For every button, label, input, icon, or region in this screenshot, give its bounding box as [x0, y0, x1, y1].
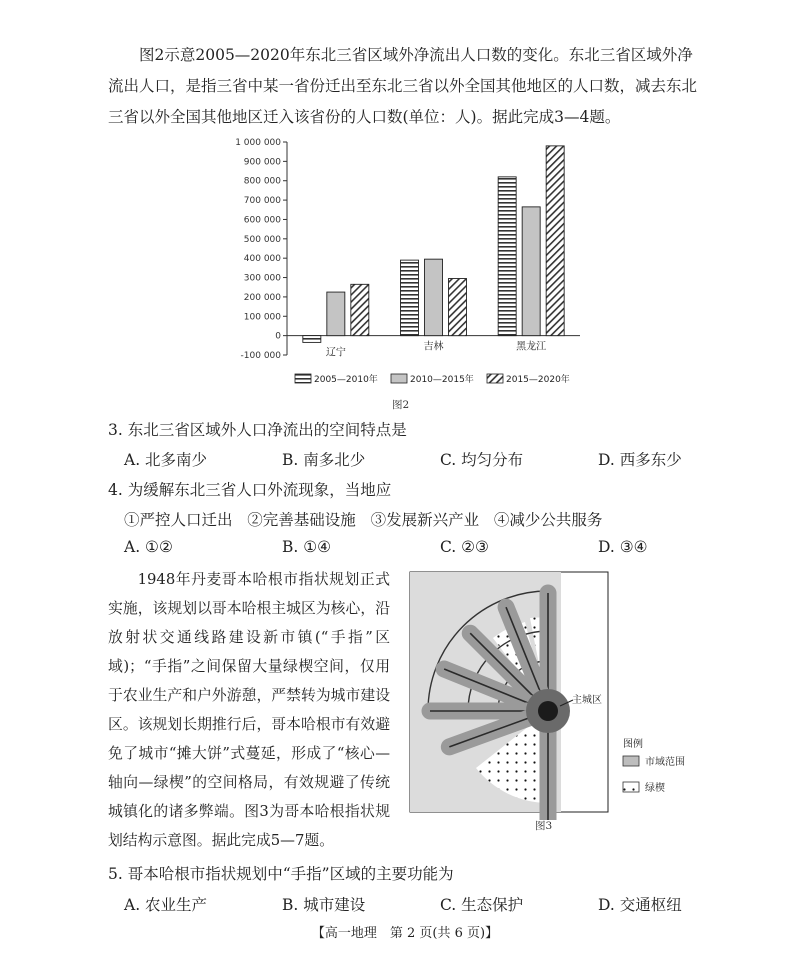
figure3-diagram [395, 560, 715, 820]
bar-2-1 [522, 207, 540, 336]
legend-green: 绿楔 [645, 783, 665, 794]
y-tick-label: 100 000 [243, 312, 281, 323]
y-tick-label: 600 000 [243, 215, 281, 226]
y-tick-label: 500 000 [243, 234, 281, 245]
bar-2-0 [498, 177, 516, 336]
page-footer: 【高一地理 第 2 页(共 6 页)】 [311, 926, 499, 941]
intro2-paragraph: 1948年丹麦哥本哈根市指状规划正式实施，该规划以哥本哈根主城区为核心，沿放射状交通线路建设新市镇(“手指”区域)；“手指”之间保留大量绿楔空间，仅用于农业生产和户外游憩，严禁转为城市建设区。该规划长期推行后，哥本哈根市有效避免了城市“摊大饼”式蔓延，形成了“核心—轴向—绿楔”的空间格局，有效规避了传统城镇化的诸多弊端。图3为哥本哈根指状规划结构示意图。据此完成5—7题。 [108, 571, 390, 849]
legend-city: 市域范围 [645, 757, 685, 768]
y-tick-label: -100 000 [240, 351, 281, 361]
legend [295, 373, 570, 385]
y-tick-label: 1 000 000 [235, 138, 281, 148]
intro-paragraph: 图2示意2005—2020年东北三省区域外净流出人口数的变化。东北三省区域外净流出人口，是指三省中某一省份迁出至东北三省以外全国其他地区的人口数，减去东北三省以外全国其他地区迁入该省份的人口数(单位：人)。据此完成3—4题。 [108, 46, 698, 126]
legend-title: 图例 [623, 739, 643, 750]
figure2-chart [225, 130, 595, 395]
bar-2-2 [546, 146, 564, 336]
q3-stem: 3. 东北三省区域外人口净流出的空间特点是 [108, 421, 407, 439]
y-tick-label: 400 000 [243, 254, 281, 265]
q5-option-b[interactable]: B. 城市建设 [282, 896, 366, 914]
x-category-label: 黑龙江 [516, 341, 547, 353]
bar-1-1 [425, 259, 443, 335]
bar-0-0 [303, 336, 321, 343]
q4-stem: 4. 为缓解东北三省人口外流现象，当地应 [108, 481, 392, 499]
legend-label-2: 2015—2020年 [506, 375, 570, 385]
bars [303, 146, 564, 343]
q5-stem: 5. 哥本哈根市指状规划中“手指”区域的主要功能为 [108, 865, 454, 883]
label-main-city: 主城区 [572, 695, 602, 706]
bar-1-2 [449, 279, 467, 336]
legend-label-1: 2010—2015年 [410, 375, 474, 385]
main-core [538, 701, 558, 721]
x-category-label: 辽宁 [325, 347, 346, 359]
q3-option-b[interactable]: B. 南多北少 [282, 451, 366, 469]
y-tick-label: 900 000 [243, 157, 281, 168]
y-tick-label: 800 000 [243, 176, 281, 187]
q4-option-c[interactable]: C. ②③ [440, 538, 489, 556]
y-tick-label: 200 000 [243, 292, 281, 303]
y-tick-label: 300 000 [243, 273, 281, 284]
bar-0-2 [351, 284, 369, 335]
q4-option-d[interactable]: D. ③④ [598, 538, 648, 556]
q5-option-c[interactable]: C. 生态保护 [440, 896, 524, 914]
legend-swatch-1 [391, 374, 407, 383]
bar-0-1 [327, 292, 345, 336]
q4-option-a[interactable]: A. ①② [124, 538, 173, 556]
x-axis-categories [326, 340, 546, 359]
q5-option-d[interactable]: D. 交通枢纽 [598, 896, 682, 914]
legend-swatch-0 [295, 374, 311, 383]
q4-statements: ①严控人口迁出 ②完善基础设施 ③发展新兴产业 ④减少公共服务 [124, 511, 603, 529]
bar-1-0 [401, 260, 419, 336]
q3-option-a[interactable]: A. 北多南少 [124, 451, 208, 469]
y-tick-label: 0 [275, 331, 281, 342]
y-tick-label: 700 000 [243, 196, 281, 207]
q3-option-d[interactable]: D. 西多东少 [598, 451, 682, 469]
figure2-caption: 图2 [392, 399, 410, 411]
q3-option-c[interactable]: C. 均匀分布 [440, 451, 524, 469]
legend-swatch-2 [487, 374, 503, 383]
q4-option-b[interactable]: B. ①④ [282, 538, 332, 556]
q5-option-a[interactable]: A. 农业生产 [124, 896, 208, 914]
figure3-caption: 图3 [535, 820, 553, 832]
x-category-label: 吉林 [423, 341, 444, 353]
legend-label-0: 2005—2010年 [314, 375, 378, 385]
